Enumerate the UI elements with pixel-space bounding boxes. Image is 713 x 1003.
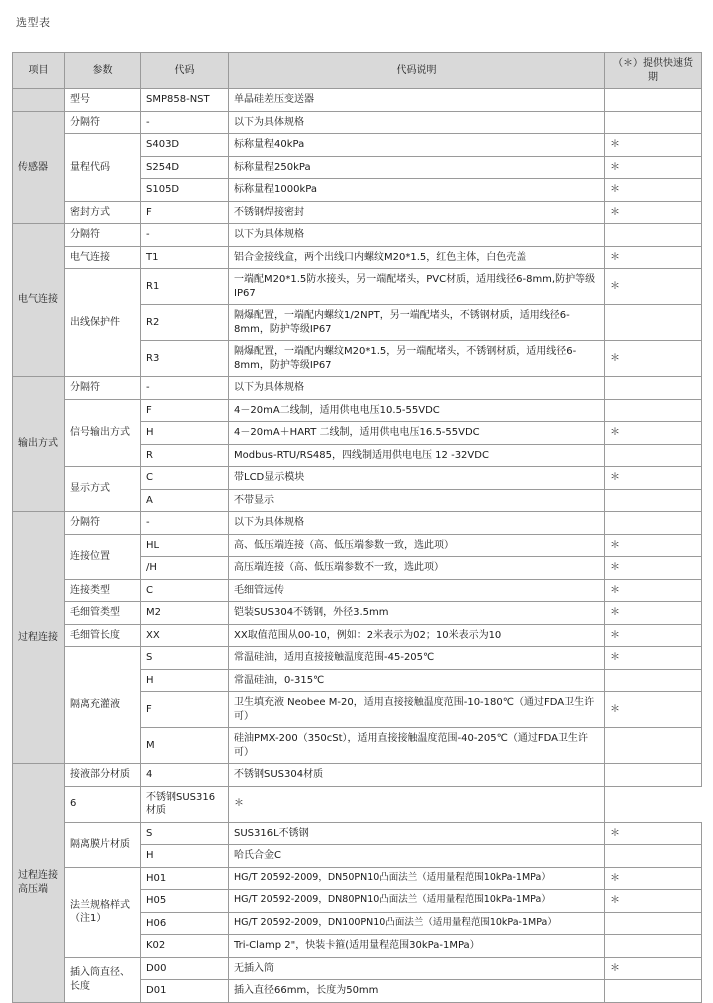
param-cell: 接液部分材质	[65, 764, 141, 787]
code-cell: S	[141, 647, 229, 670]
table-row	[13, 377, 702, 400]
star-cell: ＊	[605, 201, 702, 224]
code-cell: -	[141, 377, 229, 400]
param-cell: 分隔符	[65, 111, 141, 134]
param-cell: 隔离充灌液	[65, 647, 141, 764]
table-row	[13, 579, 702, 602]
column-header-star: （＊）提供快速货期	[605, 53, 702, 89]
star-cell: ＊	[605, 890, 702, 913]
code-cell: D00	[141, 957, 229, 980]
star-cell: ＊	[229, 786, 605, 822]
code-cell: XX	[141, 624, 229, 647]
code-cell: -	[141, 111, 229, 134]
param-cell: 电气连接	[65, 246, 141, 269]
table-header	[13, 53, 702, 89]
desc-cell: 硅油PMX-200（350cSt），适用直接接触温度范围-40-205℃（通过FDA卫生许可）	[229, 728, 605, 764]
code-cell: H	[141, 845, 229, 868]
desc-cell: 隔爆配置，一端配内螺纹1/2NPT，另一端配堵头，不锈钢材质，适用线径6-8mm，防护等级IP67	[229, 305, 605, 341]
desc-cell: 高压端连接（高、低压端参数不一致，选此项）	[229, 557, 605, 580]
table-row	[13, 602, 702, 625]
star-cell: ＊	[605, 957, 702, 980]
param-cell: 连接位置	[65, 534, 141, 579]
star-cell	[605, 444, 702, 467]
star-cell	[605, 912, 702, 935]
star-cell	[605, 669, 702, 692]
star-cell	[605, 980, 702, 1003]
table-body	[13, 89, 702, 1003]
desc-cell: 带LCD显示模块	[229, 467, 605, 490]
star-cell	[605, 489, 702, 512]
star-cell	[605, 111, 702, 134]
table-row	[13, 246, 702, 269]
code-cell: C	[141, 579, 229, 602]
table-row	[13, 134, 702, 157]
table-header-row	[13, 53, 702, 89]
star-cell	[605, 935, 702, 958]
desc-cell: 插入直径66mm，长度为50mm	[229, 980, 605, 1003]
table-row	[13, 269, 702, 305]
code-cell: D01	[141, 980, 229, 1003]
column-header-code: 代码	[141, 53, 229, 89]
code-cell: M2	[141, 602, 229, 625]
code-cell: S254D	[141, 156, 229, 179]
desc-cell: 不锈钢SUS316材质	[141, 786, 229, 822]
star-cell: ＊	[605, 557, 702, 580]
table-row	[13, 201, 702, 224]
desc-cell: 以下为具体规格	[229, 512, 605, 535]
star-cell	[605, 512, 702, 535]
table-row	[13, 764, 702, 787]
star-cell: ＊	[605, 624, 702, 647]
desc-cell: XX取值范围从00-10，例如：2米表示为02；10米表示为10	[229, 624, 605, 647]
code-cell: 4	[141, 764, 229, 787]
desc-cell: 常温硅油，适用直接接触温度范围-45-205℃	[229, 647, 605, 670]
star-cell: ＊	[605, 246, 702, 269]
group-cell-electrical: 电气连接	[13, 224, 65, 377]
table-row	[13, 89, 702, 112]
code-cell: H06	[141, 912, 229, 935]
code-cell: S105D	[141, 179, 229, 202]
desc-cell: 标称量程1000kPa	[229, 179, 605, 202]
desc-cell: 以下为具体规格	[229, 111, 605, 134]
star-cell	[605, 728, 702, 764]
star-cell: ＊	[605, 867, 702, 890]
group-cell-model	[13, 89, 65, 112]
desc-cell: 隔爆配置，一端配内螺纹M20*1.5，另一端配堵头，不锈钢材质，适用线径6-8mm，防护等级IP67	[229, 341, 605, 377]
code-cell: F	[141, 692, 229, 728]
desc-cell: 卫生填充液 Neobee M-20，适用直接接触温度范围-10-180℃（通过FDA卫生许可）	[229, 692, 605, 728]
param-cell: 毛细管类型	[65, 602, 141, 625]
param-cell: 信号输出方式	[65, 399, 141, 467]
table-row	[13, 822, 702, 845]
star-cell: ＊	[605, 534, 702, 557]
desc-cell: SUS316L不锈钢	[229, 822, 605, 845]
star-cell: ＊	[605, 269, 702, 305]
star-cell: ＊	[605, 647, 702, 670]
code-cell: M	[141, 728, 229, 764]
star-cell: ＊	[605, 156, 702, 179]
table-row	[13, 534, 702, 557]
table-row	[13, 111, 702, 134]
table-row	[13, 647, 702, 670]
star-cell	[605, 377, 702, 400]
param-cell: 分隔符	[65, 512, 141, 535]
code-cell: HL	[141, 534, 229, 557]
desc-cell: 标称量程40kPa	[229, 134, 605, 157]
param-cell: 分隔符	[65, 377, 141, 400]
code-cell: A	[141, 489, 229, 512]
star-cell: ＊	[605, 467, 702, 490]
desc-cell: 标称量程250kPa	[229, 156, 605, 179]
param-cell: 分隔符	[65, 224, 141, 247]
desc-cell: HG/T 20592-2009，DN100PN10凸面法兰（适用量程范围10kPa-1MPa）	[229, 912, 605, 935]
code-cell: H05	[141, 890, 229, 913]
star-cell: ＊	[605, 692, 702, 728]
code-cell: R3	[141, 341, 229, 377]
param-cell: 密封方式	[65, 201, 141, 224]
desc-cell: 以下为具体规格	[229, 224, 605, 247]
desc-cell: 4－20mA二线制，适用供电电压10.5-55VDC	[229, 399, 605, 422]
desc-cell: 一端配M20*1.5防水接头，另一端配堵头，PVC材质，适用线径6-8mm,防护等级IP67	[229, 269, 605, 305]
star-cell: ＊	[605, 179, 702, 202]
code-cell: S403D	[141, 134, 229, 157]
code-cell: K02	[141, 935, 229, 958]
desc-cell: HG/T 20592-2009，DN50PN10凸面法兰（适用量程范围10kPa-1MPa）	[229, 867, 605, 890]
selection-spec-table	[12, 52, 702, 1003]
code-cell: H01	[141, 867, 229, 890]
param-cell: 型号	[65, 89, 141, 112]
code-cell: SMP858-NST	[141, 89, 229, 112]
desc-cell: HG/T 20592-2009，DN80PN10凸面法兰（适用量程范围10kPa-1MPa）	[229, 890, 605, 913]
star-cell: ＊	[605, 341, 702, 377]
table-row	[13, 624, 702, 647]
star-cell: ＊	[605, 822, 702, 845]
code-cell: F	[141, 399, 229, 422]
star-cell: ＊	[605, 422, 702, 445]
param-cell: 显示方式	[65, 467, 141, 512]
star-cell	[605, 89, 702, 112]
desc-cell: 无插入筒	[229, 957, 605, 980]
code-cell: R	[141, 444, 229, 467]
desc-cell: Tri-Clamp 2"，快装卡箍(适用量程范围30kPa-1MPa）	[229, 935, 605, 958]
desc-cell: 铝合金接线盒，两个出线口内螺纹M20*1.5，红色主体，白色壳盖	[229, 246, 605, 269]
table-row	[13, 957, 702, 980]
star-cell	[605, 764, 702, 787]
param-cell: 插入筒直径、长度	[65, 957, 141, 1002]
code-cell: H	[141, 422, 229, 445]
desc-cell: 铠装SUS304不锈钢，外径3.5mm	[229, 602, 605, 625]
param-cell: 隔离膜片材质	[65, 822, 141, 867]
code-cell: R2	[141, 305, 229, 341]
desc-cell: 高、低压端连接（高、低压端参数一致，选此项）	[229, 534, 605, 557]
code-cell: -	[141, 224, 229, 247]
code-cell: F	[141, 201, 229, 224]
desc-cell: 不带显示	[229, 489, 605, 512]
table-row	[13, 467, 702, 490]
table-row	[13, 512, 702, 535]
desc-cell: 毛细管远传	[229, 579, 605, 602]
code-cell: -	[141, 512, 229, 535]
code-cell: R1	[141, 269, 229, 305]
desc-cell: 常温硅油，0-315℃	[229, 669, 605, 692]
desc-cell: 不锈钢焊接密封	[229, 201, 605, 224]
code-cell: C	[141, 467, 229, 490]
star-cell: ＊	[605, 602, 702, 625]
star-cell: ＊	[605, 579, 702, 602]
param-cell: 连接类型	[65, 579, 141, 602]
column-header-item: 项目	[13, 53, 65, 89]
code-cell: T1	[141, 246, 229, 269]
code-cell: S	[141, 822, 229, 845]
code-cell: H	[141, 669, 229, 692]
star-cell	[605, 399, 702, 422]
table-row	[13, 224, 702, 247]
group-cell-sensor: 传感器	[13, 111, 65, 224]
param-cell: 毛细管长度	[65, 624, 141, 647]
desc-cell: Modbus-RTU/RS485，四线制适用供电电压 12 -32VDC	[229, 444, 605, 467]
desc-cell: 哈氏合金C	[229, 845, 605, 868]
param-cell: 出线保护件	[65, 269, 141, 377]
desc-cell: 单晶硅差压变送器	[229, 89, 605, 112]
star-cell	[605, 845, 702, 868]
column-header-param: 参数	[65, 53, 141, 89]
table-row	[13, 786, 702, 822]
column-header-desc: 代码说明	[229, 53, 605, 89]
star-cell	[605, 305, 702, 341]
group-cell-process: 过程连接	[13, 512, 65, 764]
star-cell: ＊	[605, 134, 702, 157]
table-row	[13, 399, 702, 422]
param-cell: 量程代码	[65, 134, 141, 202]
desc-cell: 4－20mA＋HART 二线制，适用供电电压16.5-55VDC	[229, 422, 605, 445]
desc-cell: 不锈钢SUS304材质	[229, 764, 605, 787]
page-title: 选型表	[16, 16, 51, 29]
desc-cell: 以下为具体规格	[229, 377, 605, 400]
code-cell: /H	[141, 557, 229, 580]
group-cell-process-high: 过程连接高压端	[13, 764, 65, 1003]
table-row	[13, 867, 702, 890]
group-cell-output: 输出方式	[13, 377, 65, 512]
star-cell	[605, 224, 702, 247]
code-cell: 6	[65, 786, 141, 822]
param-cell: 法兰规格样式（注1）	[65, 867, 141, 957]
